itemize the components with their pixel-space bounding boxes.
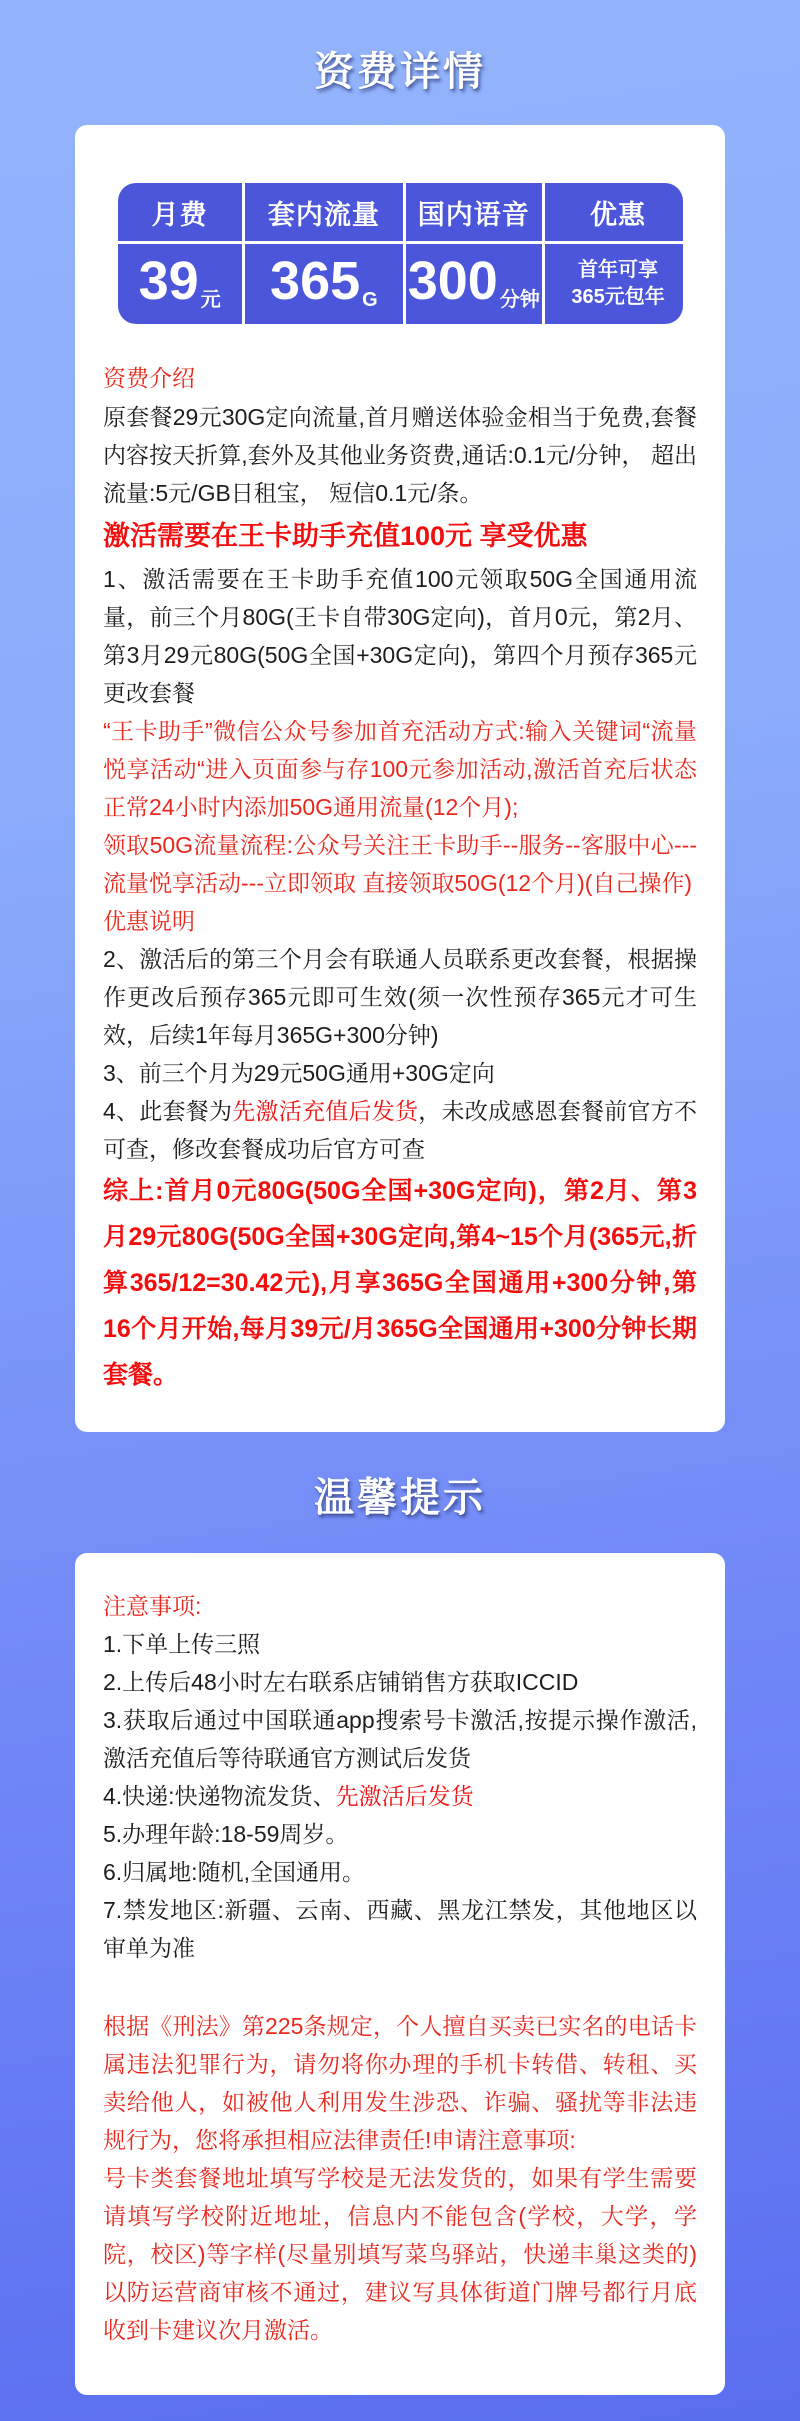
plan-data-value [245,244,403,324]
item4-red-highlight: 先激活充值后发货 [232,1098,419,1124]
plan-col-discount-header: 优惠 [545,183,683,241]
plan-col-voice-header: 国内语音 [406,183,542,241]
data-number: 365 [270,251,361,311]
plan-col-data-header: 套内流量 [245,183,403,241]
notice-item-6: 6.归属地:随机,全国通用。 [103,1859,365,1885]
plan-table [118,183,683,324]
monthly-fee-number: 39 [138,251,199,311]
activation-item-3: 3、前三个月为29元50G通用+30G定向 [103,1060,495,1086]
plan-voice-value [406,244,542,324]
activation-wechat-note: “王卡助手”微信公众号参加首充活动方式:输入关键词“流量悦享活动“进入页面参与存100元参加活动,激活首充后状态正常24小时内添加50G通用流量(12个月); [103,718,697,820]
voice-unit: 分钟 [499,289,540,311]
activation-item-4 [103,1092,697,1168]
item4-prefix: 4、此套餐为 [103,1098,233,1124]
section-title-tips: 温馨提示 [314,1476,486,1520]
data-unit: G [362,289,378,311]
activation-headline: 激活需要在王卡助手充值100元 享受优惠 [103,521,588,551]
section-title-tariff: 资费详情 [314,50,486,94]
activation-summary: 综上:首月0元80G(50G全国+30G定向)，第2月、第3月29元80G(50G全国+30G定向,第4~15个月(365元,折算365/12=30.42元),月享365G全国通用+300分钟,第16个月开始,每月39元/月365G全国通用+300分钟长期套餐。 [103,1177,697,1389]
notice-item-5: 5.办理年龄:18-59周岁。 [103,1821,349,1847]
benefit-label: 优惠说明 [103,908,195,934]
activation-item-1: 1、激活需要在王卡助手充值100元领取50G全国通用流量，前三个月80G(王卡自带30G定向)，首月0元，第2月、第3月29元80G(50G全国+30G定向)，第四个月预存365元更改套餐 [103,566,697,706]
activation-claim-note: 领取50G流量流程:公众号关注王卡助手--服务--客服中心---流量悦享活动---立即领取 直接领取50G(12个月)(自己操作) [103,832,697,896]
notice-item4-prefix: 4.快递:快递物流发货、 [103,1783,336,1809]
notice-item-2: 2.上传后48小时左右联系店铺销售方获取ICCID [103,1669,579,1695]
plan-discount-value [545,244,683,324]
tariff-card [75,125,725,1432]
plan-monthly-fee-value [118,244,242,324]
monthly-fee-unit: 元 [200,289,221,311]
discount-line-2: 365元包年 [571,286,665,308]
activation-item-2: 2、激活后的第三个月会有联通人员联系更改套餐，根据操作更改后预存365元即可生效(须一次性预存365元才可生效，后续1年每月365G+300分钟) [103,946,697,1048]
notice-item4-red: 先激活后发货 [335,1783,474,1809]
discount-line-1: 首年可享 [578,259,659,281]
intro-body: 原套餐29元30G定向流量,首月赠送体验金相当于免费,套餐内容按天折算,套外及其他业务资费,通话:0.1元/分钟， 超出流量:5元/GB日租宝， 短信0.1元/条。 [103,404,697,506]
notice-item-1: 1.下单上传三照 [103,1631,261,1657]
notice-heading: 注意事项: [103,1593,202,1619]
plan-col-monthly-fee-header: 月费 [118,183,242,241]
notice-card [75,1553,725,2395]
intro-heading: 资费介绍 [103,365,195,391]
notice-item-3: 3.获取后通过中国联通app搜索号卡激活,按提示操作激活,激活充值后等待联通官方测试后发货 [103,1707,697,1771]
item4-suffix: ，未改成感恩套餐前官方不可查，修改套餐成功后官方可查 [103,1098,698,1162]
voice-number: 300 [407,251,498,311]
legal-notice-2: 号卡类套餐地址填写学校是无法发货的，如果有学生需要请填写学校附近地址，信息内不能包含(学校，大学，学院，校区)等字样(尽量别填写菜鸟驿站，快递丰巢这类的)以防运营商审核不通过，建议写具体街道门牌号都行月底收到卡建议次月激活。 [103,2165,697,2343]
notice-item-4 [103,1777,697,1815]
notice-item-7: 7.禁发地区:新疆、云南、西藏、黑龙江禁发，其他地区以审单为准 [103,1897,697,1961]
legal-notice-1: 根据《刑法》第225条规定，个人擅自买卖已实名的电话卡属违法犯罪行为，请勿将你办理的手机卡转借、转租、买卖给他人，如被他人利用发生涉恐、诈骗、骚扰等非法违规行为，您将承担相应法律责任!申请注意事项: [103,2013,697,2153]
